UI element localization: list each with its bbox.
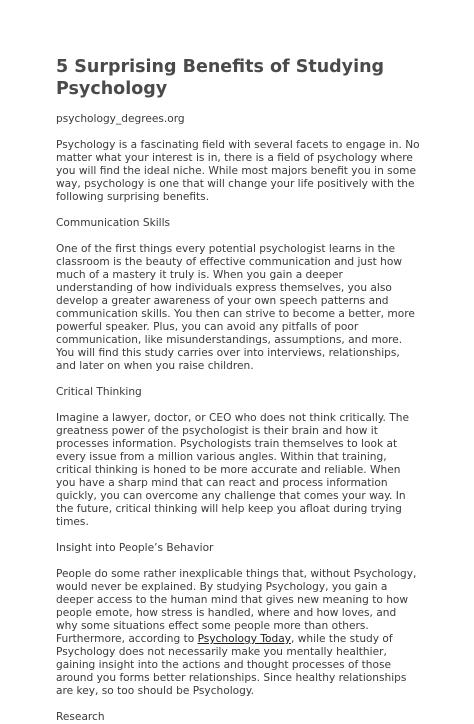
- section-body-critical-thinking: Imagine a lawyer, doctor, or CEO who does not think critically. The greatness power of the psychologist is their brain and how it processes information. Psychologists train themselves to look at every issue from a million various angles. Within that training, critical thinking is honed to be more accurate and reliable. When you have a sharp mind that can react and process information quickly, you can overcome any challenge that comes your way. In the future, critical thinking will help keep you afloat during trying times.: [56, 412, 409, 528]
- insight-text-after-link: , while the study of Psychology does not necessarily make you mentally healthier, gaining insight into the actions and thought processes of those around you forms better relationships. Since healthy relationships are key, so too should be Psychology.: [56, 633, 407, 697]
- section-heading-critical-thinking: Critical Thinking: [56, 386, 142, 398]
- section-heading-research: Research: [56, 711, 105, 723]
- document-title: 5 Surprising Benefits of Studying Psychology: [56, 57, 385, 99]
- section-heading-communication: Communication Skills: [56, 217, 171, 229]
- source-text: psychology_degrees.org: [56, 113, 185, 125]
- intro-paragraph: Psychology is a fascinating field with several facets to engage in. No matter what your interest is in, there is a field of psychology where you will find the ideal niche. While most majors benefit you in some way, psychology is one that will change your life positively with the following surprising benefits.: [56, 139, 420, 203]
- section-heading-insight: Insight into People’s Behavior: [56, 542, 214, 554]
- psychology-today-link[interactable]: Psychology Today: [197, 633, 292, 645]
- section-body-insight: [56, 568, 420, 698]
- insight-text-before-link: People do some rather inexplicable things that, without Psychology, would never be explained. By studying Psychology, you gain a deeper access to the human mind that gives new meaning to how people emote, how stress is handled, where and how loves, and why some situations effect some people more than others. Furthermore, according to: [56, 568, 417, 645]
- section-body-communication: One of the first things every potential psychologist learns in the classroom is the beauty of effective communication and just how much of a mastery it truly is. When you gain a deeper understanding of how individuals express themselves, you also develop a greater awareness of your own speech patterns and communication skills. You then can strive to become a better, more powerful speaker. Plus, you can avoid any pitfalls of poor communication, like misunderstandings, assumptions, and more. You will find this study carries over into interviews, relationships, and later on when you raise children.: [56, 243, 415, 372]
